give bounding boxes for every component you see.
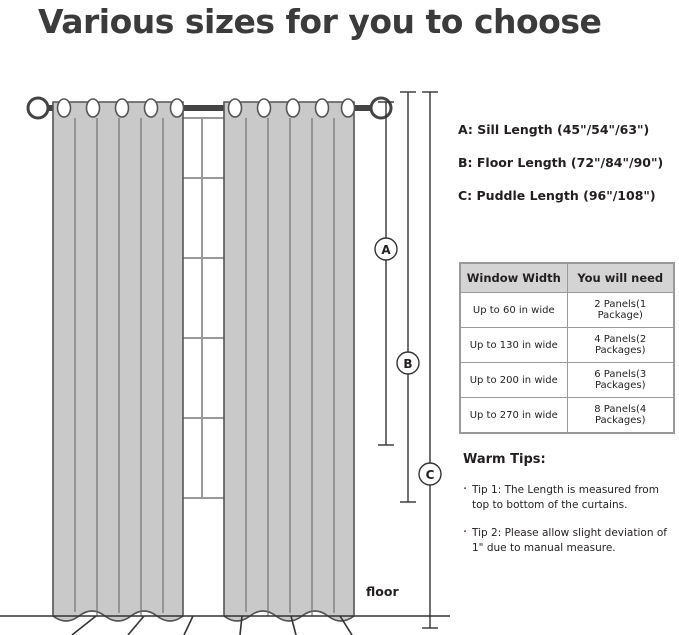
length-legend	[458, 122, 673, 221]
cell-window-width: Up to 270 in wide	[461, 398, 568, 433]
legend-item-c: C: Puddle Length (96"/108")	[458, 188, 656, 203]
table-row	[461, 293, 674, 328]
cell-window-width: Up to 200 in wide	[461, 363, 568, 398]
size-guide-table	[459, 262, 675, 434]
table-row	[461, 363, 674, 398]
floor-label: floor	[366, 584, 399, 599]
warm-tips-section	[463, 452, 675, 569]
legend-item-b: B: Floor Length (72"/84"/90")	[458, 155, 664, 170]
curtain-panel-right	[224, 99, 355, 621]
cell-you-will-need: 8 Panels(4 Packages)	[567, 398, 674, 433]
marker-c-label: C	[425, 468, 435, 482]
measure-c	[422, 92, 438, 628]
marker-a-label: A	[381, 243, 391, 257]
cell-you-will-need: 2 Panels(1 Package)	[567, 293, 674, 328]
warm-tips-title: Warm Tips:	[463, 452, 546, 467]
column-header-you-will-need: You will need	[567, 264, 674, 293]
curtain-diagram	[0, 60, 450, 635]
cell-window-width: Up to 130 in wide	[461, 328, 568, 363]
measure-a	[378, 102, 394, 445]
column-header-window-width: Window Width	[461, 264, 568, 293]
cell-you-will-need: 6 Panels(3 Packages)	[567, 363, 674, 398]
table-header-row	[461, 264, 674, 293]
table-row	[461, 398, 674, 433]
legend-item-a: A: Sill Length (45"/54"/63")	[458, 122, 650, 137]
table-row	[461, 328, 674, 363]
cell-you-will-need: 4 Panels(2 Packages)	[567, 328, 674, 363]
measure-b	[400, 92, 416, 502]
cell-window-width: Up to 60 in wide	[461, 293, 568, 328]
marker-b-label: B	[403, 357, 413, 371]
curtain-panel-left	[53, 99, 184, 621]
tip-item: · Tip 2: Please allow slight deviation of 1" due to manual measure.	[463, 526, 675, 556]
page-title: Various sizes for you to choose	[38, 2, 602, 41]
tip-item: · Tip 1: The Length is measured from top to bottom of the curtains.	[463, 483, 675, 513]
